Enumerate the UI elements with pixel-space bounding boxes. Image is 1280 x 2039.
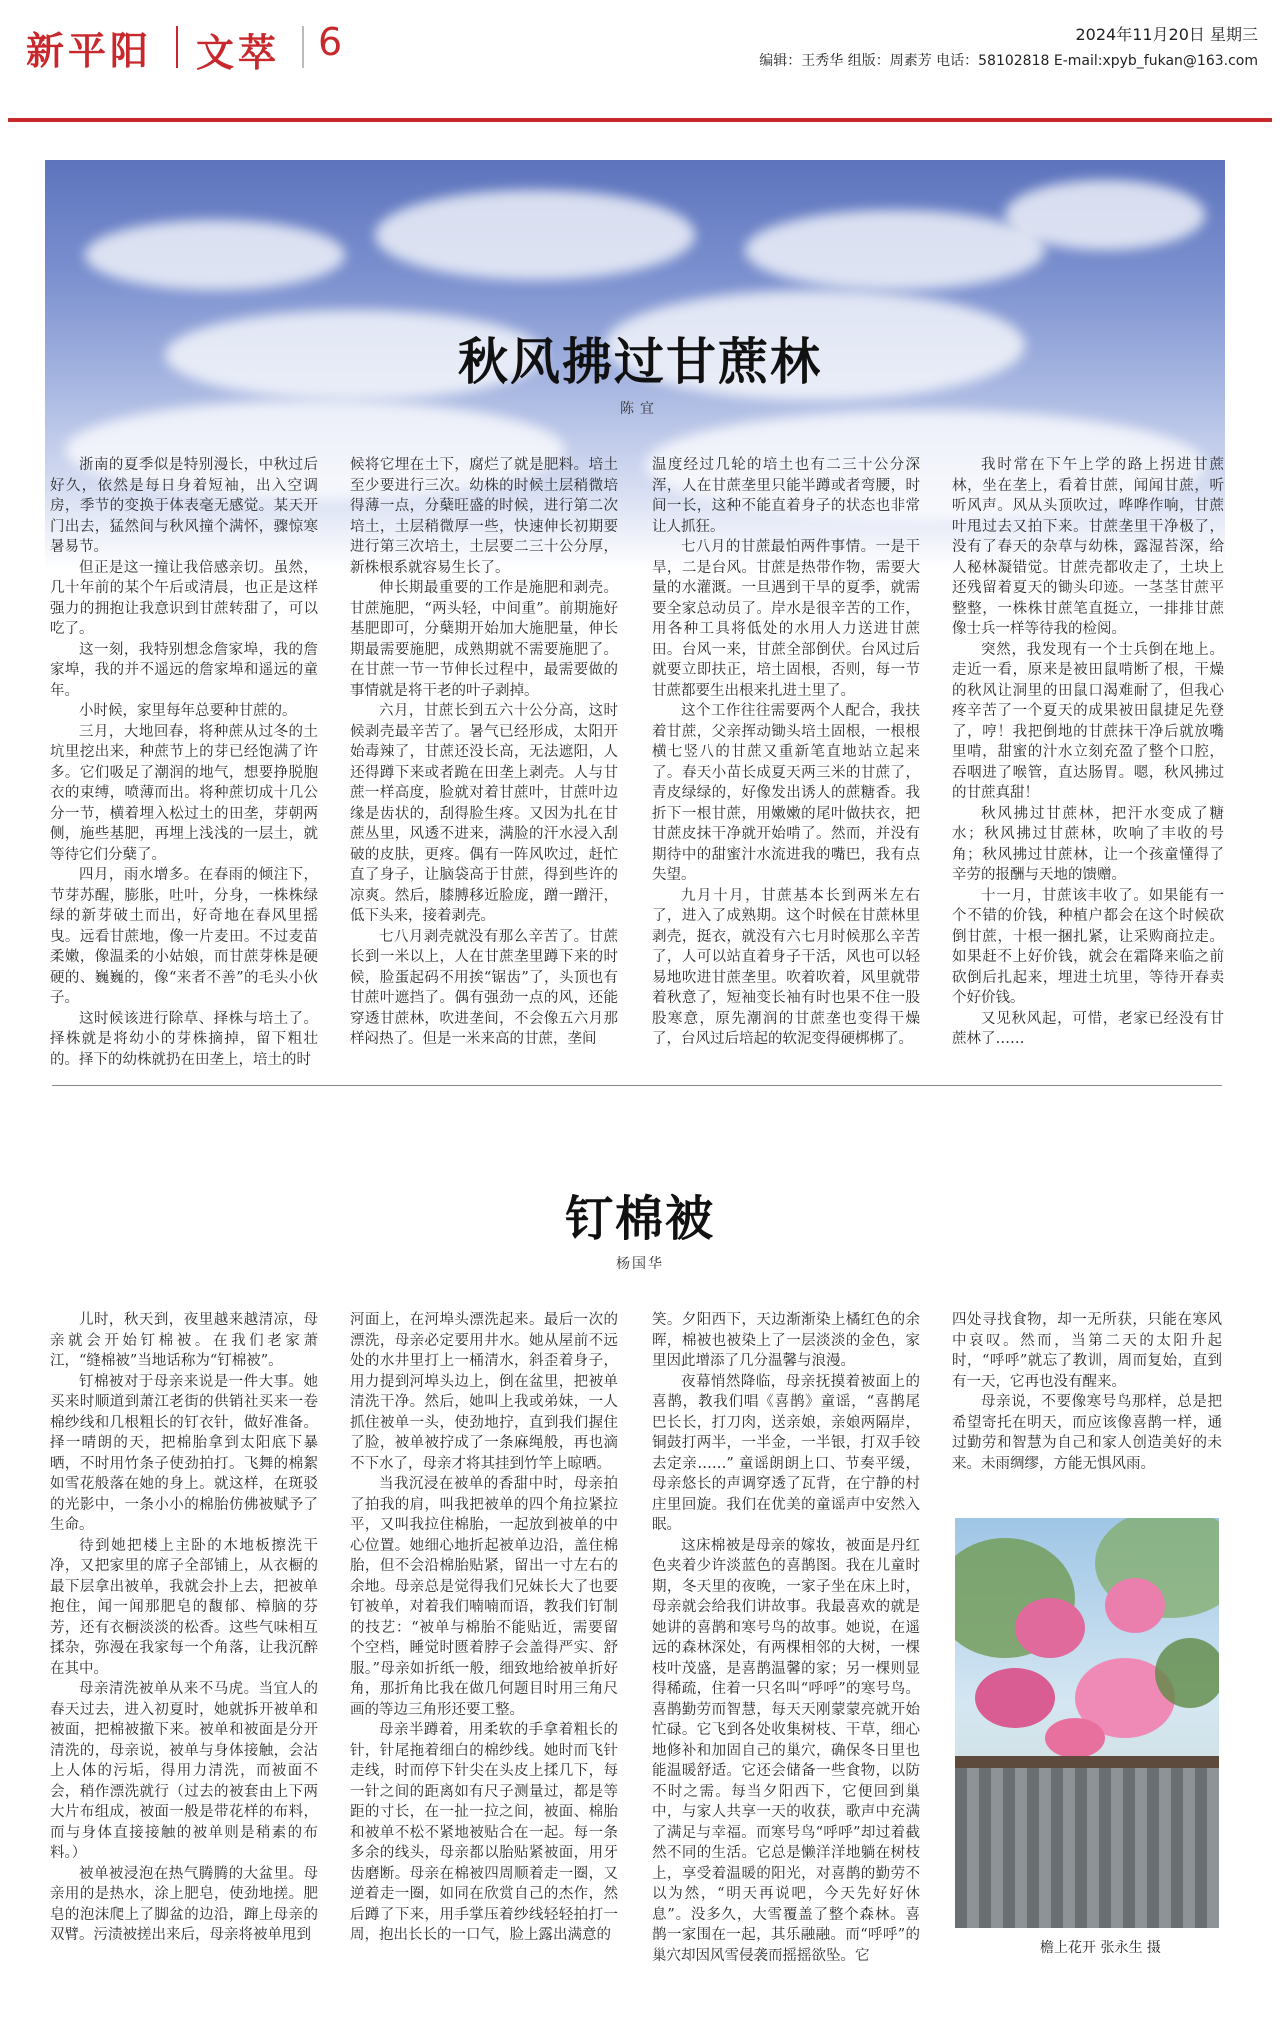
issue-date: 2024年11月20日 星期三	[1075, 25, 1258, 44]
article-title: 钉棉被	[564, 1191, 715, 1247]
paragraph: 温度经过几轮的培土也有二三十公分深浑，人在甘蔗垄里只能半蹲或者弯腰，时间一长，这种不能直着身子的状态也非常让人抓狂。	[652, 457, 920, 535]
masthead	[0, 0, 1280, 120]
editor-credits: 编辑：王秀华 组版：周素芳 电话：58102818 E-mail:xpyb_fukan@163.com	[759, 53, 1258, 69]
paragraph: 这一刻，我特别想念詹家埠，我的詹家埠，我的并不遥远的詹家埠和遥远的童年。	[50, 641, 318, 699]
paragraph: 儿时，秋天到，夜里越来越清凉，母亲就会开始钉棉被。在我们老家萧江，“缝棉被”当地话称为“钉棉被”。	[50, 1312, 318, 1369]
paragraph: 母亲清洗被单从来不马虎。当宜人的春天过去，进入初夏时，她就拆开被单和被面，把棉被撤下来。被单和被面是分开清洗的，母亲说，被单与身体接触，会沾上人体的污垢，得用力清洗，而被面不会，稍作漂洗就行（过去的被套由上下两大片布组成，被面一般是带花样的布料，而与身体直接接触的被单则是稍素的布料。）	[50, 1681, 318, 1861]
paragraph: 伸长期最重要的工作是施肥和剥壳。甘蔗施肥，“两头轻，中间重”。前期施好基肥即可，分蘖期开始加大施肥量，伸长期最需要施肥，成熟期就不需要施肥了。在甘蔗一节一节伸长过程中，最需要做的事情就是将干老的叶子剥掉。	[350, 580, 618, 699]
paragraph: 钉棉被对于母亲来说是一件大事。她买来时顺道到萧江老街的供销社买来一卷棉纱线和几根粗长的钉衣针，做好准备。择一晴朗的天，把棉胎拿到太阳底下暴晒，不时用竹条子使劲拍打。飞舞的棉絮如雪花般落在她的身上。就这样，在斑驳的光影中，一条小小的棉胎仿佛被赋予了生命。	[50, 1373, 318, 1533]
paragraph: 四处寻找食物，却一无所获，只能在寒风中哀叹。然而，当第二天的太阳升起时，“呼呼”就忘了教训，周而复始，直到有一天，它再也没有醒来。	[952, 1312, 1222, 1390]
paragraph: 四月，雨水增多。在春雨的倾注下，节芽苏醒，膨胀，吐叶，分身，一株株绿绿的新芽破土而出，好奇地在春风里摇曳。远看甘蔗地，像一片麦田。不过麦苗柔嫩，像温柔的小姑娘，而甘蔗芽株是硬硬的、巍巍的，像“来者不善”的毛头小伙子。	[50, 867, 318, 1006]
paragraph: 夜幕悄然降临，母亲抚摸着被面上的喜鹊，教我们唱《喜鹊》童谣，“喜鹊尾巴长长，打刀肉，送亲娘，亲娘两隔岸，铜鼓打两半，一半金，一半银，打双手铰去定亲……” 童谣朗朗上口、节奏平缓，母亲悠长的声调穿透了瓦背，在宁静的村庄里回旋。我们在优美的童谣声中安然入眠。	[652, 1373, 920, 1533]
paragraph: 当我沉浸在被单的香甜中时，母亲拍了拍我的肩，叫我把被单的四个角拉紧拉平，又叫我拉住棉胎，一起放到被单的中心位置。她细心地折起被单边沿，盖住棉胎，但不会沿棉胎贴紧，留出一寸左右的余地。母亲总是觉得我们兄妹长大了也要钉被单，对着我们喃喃而语，教我们钉制的技艺：“被单与棉胎不能贴近，需要留个空档，睡觉时匮着脖子会盖得严实、舒服。”母亲如折纸一般，细致地给被单折好角，那折角比我在做几何题目时用三角尺画的等边三角形还要工整。	[350, 1476, 618, 1718]
masthead-divider	[302, 26, 304, 68]
paragraph: 又见秋风起，可惜，老家已经没有甘蔗林了……	[952, 1010, 1224, 1047]
paragraph: 被单被浸泡在热气腾腾的大盆里。母亲用的是热水，涂上肥皂，使劲地搓。肥皂的泡沫爬上了脚盆的边沿，蹿上母亲的双臂。污渍被搓出来后，母亲将被单甩到	[50, 1865, 318, 1943]
paragraph: 这床棉被是母亲的嫁妆，被面是丹红色夹着少许淡蓝色的喜鹊图。我在儿童时期，冬天里的夜晚，一家子坐在床上时，母亲就会给我们讲故事。我最喜欢的就是她讲的喜鹊和寒号鸟的故事。她说，在遥远的森林深处，有两棵相邻的大树，一棵枝叶茂盛，是喜鹊温馨的家；另一棵则显得稀疏，住着一只名叫“呼呼”的寒号鸟。喜鹊勤劳而智慧，每天天刚蒙蒙亮就开始忙碌。它飞到各处收集树枝、干草，细心地修补和加固自己的巢穴，确保冬日里也能温暖舒适。它还会储备一些食物，以防不时之需。每当夕阳西下，它便回到巢中，与家人共享一天的收获，歌声中充满了满足与幸福。而寒号鸟“呼呼”却过着截然不同的生活。它总是懒洋洋地躺在树枝上，享受着温暖的阳光，对喜鹊的勤劳不以为然，“明天再说吧，今天先好好休息”。没多久，大雪覆盖了整个森林。喜鹊一家围在一起，其乐融融。而“呼呼”的巢穴却因风雪侵袭而摇摇欲坠。它	[652, 1537, 920, 1964]
article-column	[952, 1310, 1222, 1490]
article-column	[652, 455, 920, 1055]
paragraph: 小时候，家里每年总要种甘蔗的。	[79, 703, 297, 719]
article-author: 杨国华	[616, 1256, 664, 1272]
masthead-rule	[8, 118, 1272, 122]
paragraph: 河面上，在河埠头漂洗起来。最后一次的漂洗，母亲必定要用井水。她从屋前不远处的水井里打上一桶清水，斜歪着身子，用力提到河埠头边上，倒在盆里，把被单清洗干净。然后，她叫上我或弟妹，一人抓住被单一头，使劲地拧，直到我们握住了脸，被单被拧成了一条麻绳般，再也滴不下水了，母亲才将其挂到竹竿上晾晒。	[350, 1312, 618, 1472]
paragraph: 这个工作往往需要两个人配合，我扶着甘蔗，父亲挥动锄头培土固根，一根根横七竖八的甘蔗又重新笔直地站立起来了。春天小苗长成夏天两三米的甘蔗了，青皮绿绿的，好像发出诱人的蔗糖香。我折下一根甘蔗，用嫩嫩的尾叶做扶衣，把甘蔗皮抹干净就开始啃了。然而，并没有期待中的甜蜜汁水流进我的嘴巴，我有点失望。	[652, 703, 920, 883]
article-author: 陈宜	[620, 401, 660, 417]
paragraph: 母亲半蹲着，用柔软的手拿着粗长的针，针尾拖着细白的棉纱线。她时而飞针走线，时而停下针尖在头皮上揉几下，每一针之间的距离如有尺子测量过，都是等距的寸长，在一扯一拉之间，被面、棉胎和被单不松不紧地被贴合在一起。每一条多余的线头，母亲都以胎贴紧被面，用牙齿磨断。母亲在棉被四周顺着走一圈，又逆着走一圈，如同在欣赏自己的杰作，然后蹲了下来，用手掌压着纱线轻轻拍打一周，抱出长长的一口气，脸上露出满意的	[350, 1722, 618, 1943]
paragraph: 但正是这一撞让我倍感亲切。虽然，几十年前的某个午后或清晨，也正是这样强力的拥抱让我意识到甘蔗转甜了，可以吃了。	[50, 559, 318, 637]
paragraph: 秋风拂过甘蔗林，把汗水变成了糖水；秋风拂过甘蔗林，吹响了丰收的号角；秋风拂过甘蔗林，让一个孩童懂得了辛劳的报酬与天地的馈赠。	[952, 805, 1224, 883]
page-number: 6	[318, 20, 343, 64]
paragraph: 十一月，甘蔗该丰收了。如果能有一个不错的价钱，种植户都会在这个时候砍倒甘蔗，十根一捆扎紧，让采购商拉走。如果赶不上好价钱，就会在霜降来临之前砍倒后扎起来，埋进土坑里，等待开春卖个好价钱。	[952, 887, 1224, 1006]
article-divider	[52, 1085, 1222, 1086]
paragraph: 笑。夕阳西下，天边渐渐染上橘红色的余晖，棉被也被染上了一层淡淡的金色，家里因此增添了几分温馨与浪漫。	[652, 1312, 920, 1369]
paragraph: 浙南的夏季似是特别漫长，中秋过后好久，依然是每日身着短袖，出入空调房，季节的变换于体表毫无感觉。某天开门出去，猛然间与秋风撞个满怀，骤惊寒暑易节。	[50, 457, 318, 555]
paragraph: 六月，甘蔗长到五六十公分高，这时候剥壳最辛苦了。暑气已经形成，太阳开始毒辣了，甘蔗还没长高，无法遮阳，人还得蹲下来或者跪在田垄上剥壳。人与甘蔗一样高度，脸就对着甘蔗叶，甘蔗叶边缘是齿状的，刮得脸生疼。又因为扎在甘蔗丛里，风透不进来，满脸的汗水浸入刮破的皮肤，更疼。偶有一阵风吹过，赶忙直了身子，让脑袋高于甘蔗，得到些许的凉爽。然后，膝膊移近脸庞，蹭一蹭汗，低下头来，接着剥壳。	[350, 703, 618, 924]
masthead-divider	[176, 26, 178, 68]
flower-eaves-photo	[955, 1518, 1219, 1928]
article-column	[652, 1310, 920, 2030]
paragraph: 候将它埋在土下，腐烂了就是肥料。培土至少要进行三次。幼株的时候土层稍微培得薄一点，分蘖旺盛的时候，进行第二次培土，土层稍微厚一些，快速伸长初期要进行第三次培土，土层要二三十公分厚，新株根系就容易生长了。	[350, 457, 618, 576]
section-name: 文萃	[196, 30, 281, 75]
article-column	[50, 455, 318, 1068]
paragraph: 突然，我发现有一个士兵倒在地上。走近一看，原来是被田鼠啃断了根，干燥的秋风让洞里的田鼠口渴难耐了，但我心疼辛苦了一个夏天的成果被田鼠捷足先登了，哼！我把倒地的甘蔗抹干净后就放嘴里啃，甜蜜的汁水立刻充盈了整个口腔，吞咽进了喉管，直达肠胃。嗯，秋风拂过的甘蔗真甜！	[952, 641, 1224, 801]
article-column	[952, 455, 1224, 1055]
article-column	[350, 455, 618, 1055]
article-column	[50, 1310, 318, 2030]
paragraph: 三月，大地回春，将种蔗从过冬的土坑里挖出来，种蔗节上的芽已经饱满了许多。它们吸足了潮润的地气，想要挣脱胞衣的束缚，喷薄而出。将种蔗切成十几公分一节，横着埋入松过土的田垄，芽朝两侧，施些基肥，再埋上浅浅的一层土，就等待它们分蘖了。	[50, 723, 318, 863]
newspaper-logo: 新平阳	[26, 28, 153, 73]
paragraph: 七八月剥壳就没有那么辛苦了。甘蔗长到一米以上，人在甘蔗垄里蹲下来的时候，脸蛋起码不用挨“锯齿”了，头顶也有甘蔗叶遮挡了。偶有强劲一点的风，还能穿透甘蔗林，吹进垄间，不会像五六月那样闷热了。但是一米来高的甘蔗，垄间	[350, 928, 618, 1047]
paragraph: 这时候该进行除草、择株与培土了。择株就是将幼小的芽株摘掉，留下粗壮的。择下的幼株就扔在田垄上，培土的时	[50, 1010, 318, 1068]
paragraph: 待到她把楼上主卧的木地板擦洗干净，又把家里的席子全部铺上，从衣橱的最下层拿出被单，我就会扑上去，把被单抱住，闻一闻那肥皂的馥郁、樟脑的芬芳，还有衣橱淡淡的松香。这些气味相互揉杂，弥漫在我家每一个角落，让我沉醉在其中。	[50, 1537, 318, 1677]
photo-caption: 檐上花开 张永生 摄	[1040, 1940, 1161, 1956]
paragraph: 母亲说，不要像寒号鸟那样，总是把希望寄托在明天，而应该像喜鹊一样，通过勤劳和智慧为自己和家人创造美好的未来。未雨绸缪，方能无惧风雨。	[952, 1394, 1222, 1472]
paragraph: 我时常在下午上学的路上拐进甘蔗林，坐在垄上，看着甘蔗，闻闻甘蔗，听听风声。风从头顶吹过，哗哗作响，甘蔗叶甩过去又拍下来。甘蔗垄里干净极了，没有了春天的杂草与幼株，露湿苔深，给人秘林凝错觉。甘蔗壳都收走了，土块上还残留着夏天的锄头印迹。一茎茎甘蔗平整整，一株株甘蔗笔直挺立，一排排甘蔗像士兵一样等待我的检阅。	[952, 457, 1224, 637]
paragraph: 七八月的甘蔗最怕两件事情。一是干旱，二是台风。甘蔗是热带作物，需要大量的水灌溉。一旦遇到干旱的夏季，就需要全家总动员了。岸水是很辛苦的工作，用各种工具将低处的水用人力送进甘蔗田。台风一来，甘蔗全部倒伏。台风过后就要立即扶正，培土固根，否则，每一节甘蔗都要生出根来扎进土里了。	[652, 539, 920, 699]
article-column	[350, 1310, 618, 2030]
paragraph: 九月十月，甘蔗基本长到两米左右了，进入了成熟期。这个时候在甘蔗林里剥壳，挺衣，就没有六七月时候那么辛苦了，人可以站直着身子干活，风也可以轻易地吹进甘蔗垄里。吹着吹着，风里就带着秋意了，短袖变长袖有时也果不住一股股寒意，原先潮润的甘蔗垄也变得干燥了，台风过后培起的软泥变得硬梆梆了。	[652, 887, 920, 1047]
article-title: 秋风拂过甘蔗林	[458, 332, 822, 391]
